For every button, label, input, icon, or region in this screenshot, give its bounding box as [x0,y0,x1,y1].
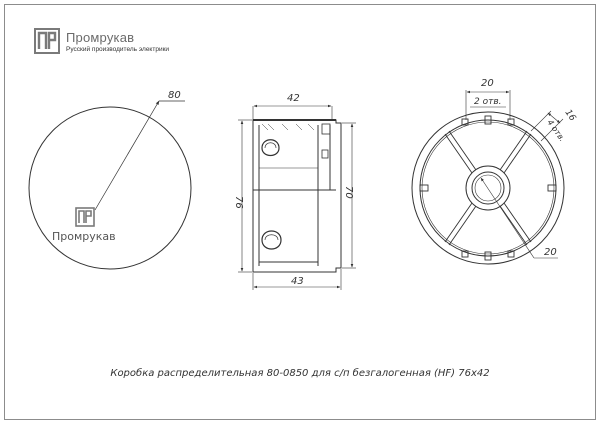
stamp-name: Промрукав [52,230,116,243]
brand-name: Промрукав [66,30,135,45]
cap-diameter-label: 80 [168,90,181,101]
depth-top-label: 42 [287,93,300,104]
height-inner-label: 70 [343,186,354,199]
holes-4-label: 4 отв. [545,117,567,144]
center-hole-label: 20 [544,247,557,258]
brand-tagline: Русский производитель электрики [66,46,170,53]
bottom-view [412,78,577,264]
drawing-caption: Коробка распределительная 80-0850 для с/п безгалогенная (HF) 76х42 [110,368,490,379]
depth-bottom-label: 43 [291,276,304,287]
hole-spacing-label: 20 [481,78,494,89]
side-view [233,93,356,290]
cap-outline [29,107,191,269]
slot-width-label: 16 [562,107,578,124]
height-outer-label: 76 [233,196,244,209]
cap-view [29,90,191,269]
cap-stamp [52,208,116,243]
holes-2-label: 2 отв. [474,97,502,107]
cap-diameter-leader [95,101,159,210]
